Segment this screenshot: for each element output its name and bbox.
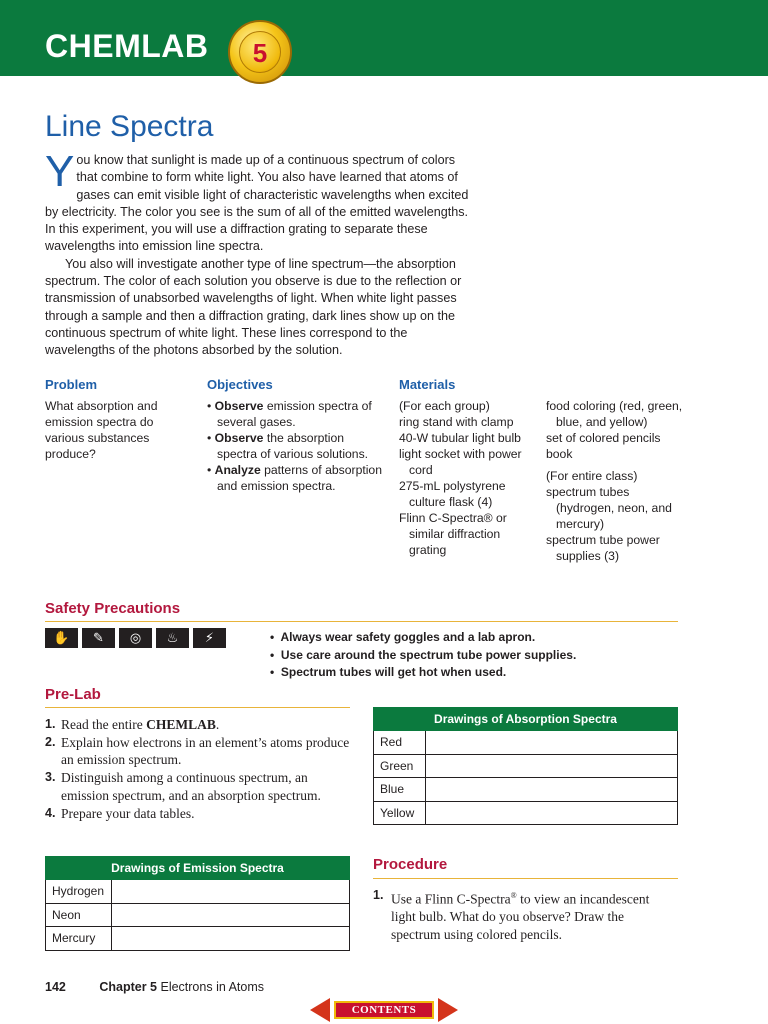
contents-nav [310, 998, 458, 1022]
table-row [374, 801, 678, 825]
prelab-item: 3. Distinguish among a continuous spectrum, an emission spectrum, and an absorption spectrum. [45, 770, 321, 803]
intro-paragraph-1 [45, 147, 477, 256]
page-number: 142 [45, 980, 66, 994]
emission-table-title: Drawings of Emission Spectra [46, 857, 350, 880]
material-item: ring stand with clamp [399, 415, 514, 429]
safety-item: • Always wear safety goggles and a lab apron. [270, 630, 536, 644]
prelab-item: 1. Read the entire CHEMLAB. [45, 717, 220, 732]
intro-text [45, 147, 477, 360]
safety-item: • Use care around the spectrum tube power supplies. [270, 647, 577, 662]
material-item: food coloring (red, green, blue, and yellow) [546, 399, 683, 429]
prelab-item: 4. Prepare your data tables. [45, 805, 195, 821]
problem-heading: Problem [45, 377, 98, 392]
drawing-cell[interactable] [426, 731, 678, 755]
drawing-cell[interactable] [112, 880, 350, 904]
row-label: Blue [374, 778, 426, 802]
dropcap: Y [45, 147, 75, 196]
prelab-item: 2. Explain how electrons in an element’s atoms produce an emission spectrum. [45, 734, 350, 768]
chapter-label: Chapter 5 [99, 980, 157, 994]
materials-list-2 [546, 398, 686, 564]
intro-paragraph-1-text: ou know that sunlight is made up of a continuous spectrum of colors that combine to form white light. You also have learned that atoms of gases can emit visible light of characteristic wavelengths when excited by electricity. The color you see is the sum of all of the emitted wavelengths. In this experiment, you will use a diffraction grating to separate these wavelengths into emission line spectra. [45, 153, 469, 254]
procedure-heading: Procedure [373, 856, 448, 873]
drawing-cell[interactable] [112, 903, 350, 927]
drawing-cell[interactable] [426, 801, 678, 825]
safety-item: • Spectrum tubes will get hot when used. [270, 665, 507, 679]
absorption-table-title: Drawings of Absorption Spectra [374, 708, 678, 731]
table-row [374, 731, 678, 755]
drawing-cell[interactable] [426, 754, 678, 778]
objectives-list [207, 398, 387, 494]
page-footer [45, 980, 264, 994]
material-item: spectrum tube power supplies (3) [546, 533, 660, 563]
row-label: Yellow [374, 801, 426, 825]
row-label: Green [374, 754, 426, 778]
heat-icon: ♨ [156, 628, 189, 648]
page-title: Line Spectra [45, 110, 214, 143]
eye-safety-icon: ◎ [119, 628, 152, 648]
material-item: Flinn C-Spectra® or similar diffraction grating [399, 511, 507, 557]
chapter-title: Electrons in Atoms [160, 980, 264, 994]
material-item: 275-mL polystyrene culture flask (4) [399, 479, 506, 509]
apron-icon: ✎ [82, 628, 115, 648]
objective-item: • Observe the absorption spectra of various solutions. [207, 431, 369, 461]
row-label: Neon [46, 903, 112, 927]
material-item: spectrum tubes (hydrogen, neon, and mercury) [546, 485, 672, 531]
table-row [374, 754, 678, 778]
material-item: (For each group) [399, 399, 490, 413]
problem-text: What absorption and emission spectra do various substances produce? [45, 399, 158, 461]
prelab-list [45, 716, 355, 822]
table-row [46, 880, 350, 904]
chemlab-header-bar [0, 0, 768, 76]
row-label: Red [374, 731, 426, 755]
electrical-icon: ⚡ [193, 628, 226, 648]
material-item: book [546, 447, 573, 461]
prelab-rule [45, 707, 350, 708]
drawing-cell[interactable] [112, 927, 350, 951]
chapter-badge [228, 20, 292, 84]
materials-list-1 [399, 398, 539, 558]
contents-button[interactable]: CONTENTS [334, 1001, 434, 1019]
safety-list [270, 629, 576, 682]
row-label: Hydrogen [46, 880, 112, 904]
prelab-heading: Pre-Lab [45, 686, 101, 703]
table-row [374, 778, 678, 802]
material-item: light socket with power cord [399, 447, 522, 477]
absorption-spectra-table [373, 707, 678, 825]
procedure-rule [373, 878, 678, 879]
materials-heading: Materials [399, 377, 456, 392]
procedure-item: 1. Use a Flinn C-Spectra® to view an incandescent light bulb. What do you observe? Draw the spectrum using colored pencils. [373, 888, 650, 942]
objective-item: • Analyze patterns of absorption and emission spectra. [207, 463, 382, 493]
table-row [46, 927, 350, 951]
table-row [46, 903, 350, 927]
objectives-heading: Objectives [207, 377, 273, 392]
row-label: Mercury [46, 927, 112, 951]
safety-rule [45, 621, 678, 622]
chapter-badge-number: 5 [239, 31, 281, 73]
material-item: (For entire class) [546, 469, 638, 483]
safety-heading: Safety Precautions [45, 600, 181, 617]
previous-page-arrow-icon[interactable] [310, 998, 330, 1022]
goggles-icon: ✋ [45, 628, 78, 648]
emission-spectra-table [45, 856, 350, 951]
header-title: CHEMLAB [45, 28, 209, 64]
drawing-cell[interactable] [426, 778, 678, 802]
next-page-arrow-icon[interactable] [438, 998, 458, 1022]
safety-icons [45, 628, 226, 648]
material-item: set of colored pencils [546, 431, 661, 445]
intro-paragraph-2: You also will investigate another type of line spectrum—the absorption spectrum. The color of each solution you observe is due to the reflection or transmission of unabsorbed wavelengths of light. When white light passes through a sample and then a diffraction grating, dark lines show up on the continuous spectrum of white light. These lines correspond to the wavelengths of the photons absorbed by the solution. [45, 256, 462, 358]
objective-item: • Observe emission spectra of several gases. [207, 399, 372, 429]
material-item: 40-W tubular light bulb [399, 431, 521, 445]
